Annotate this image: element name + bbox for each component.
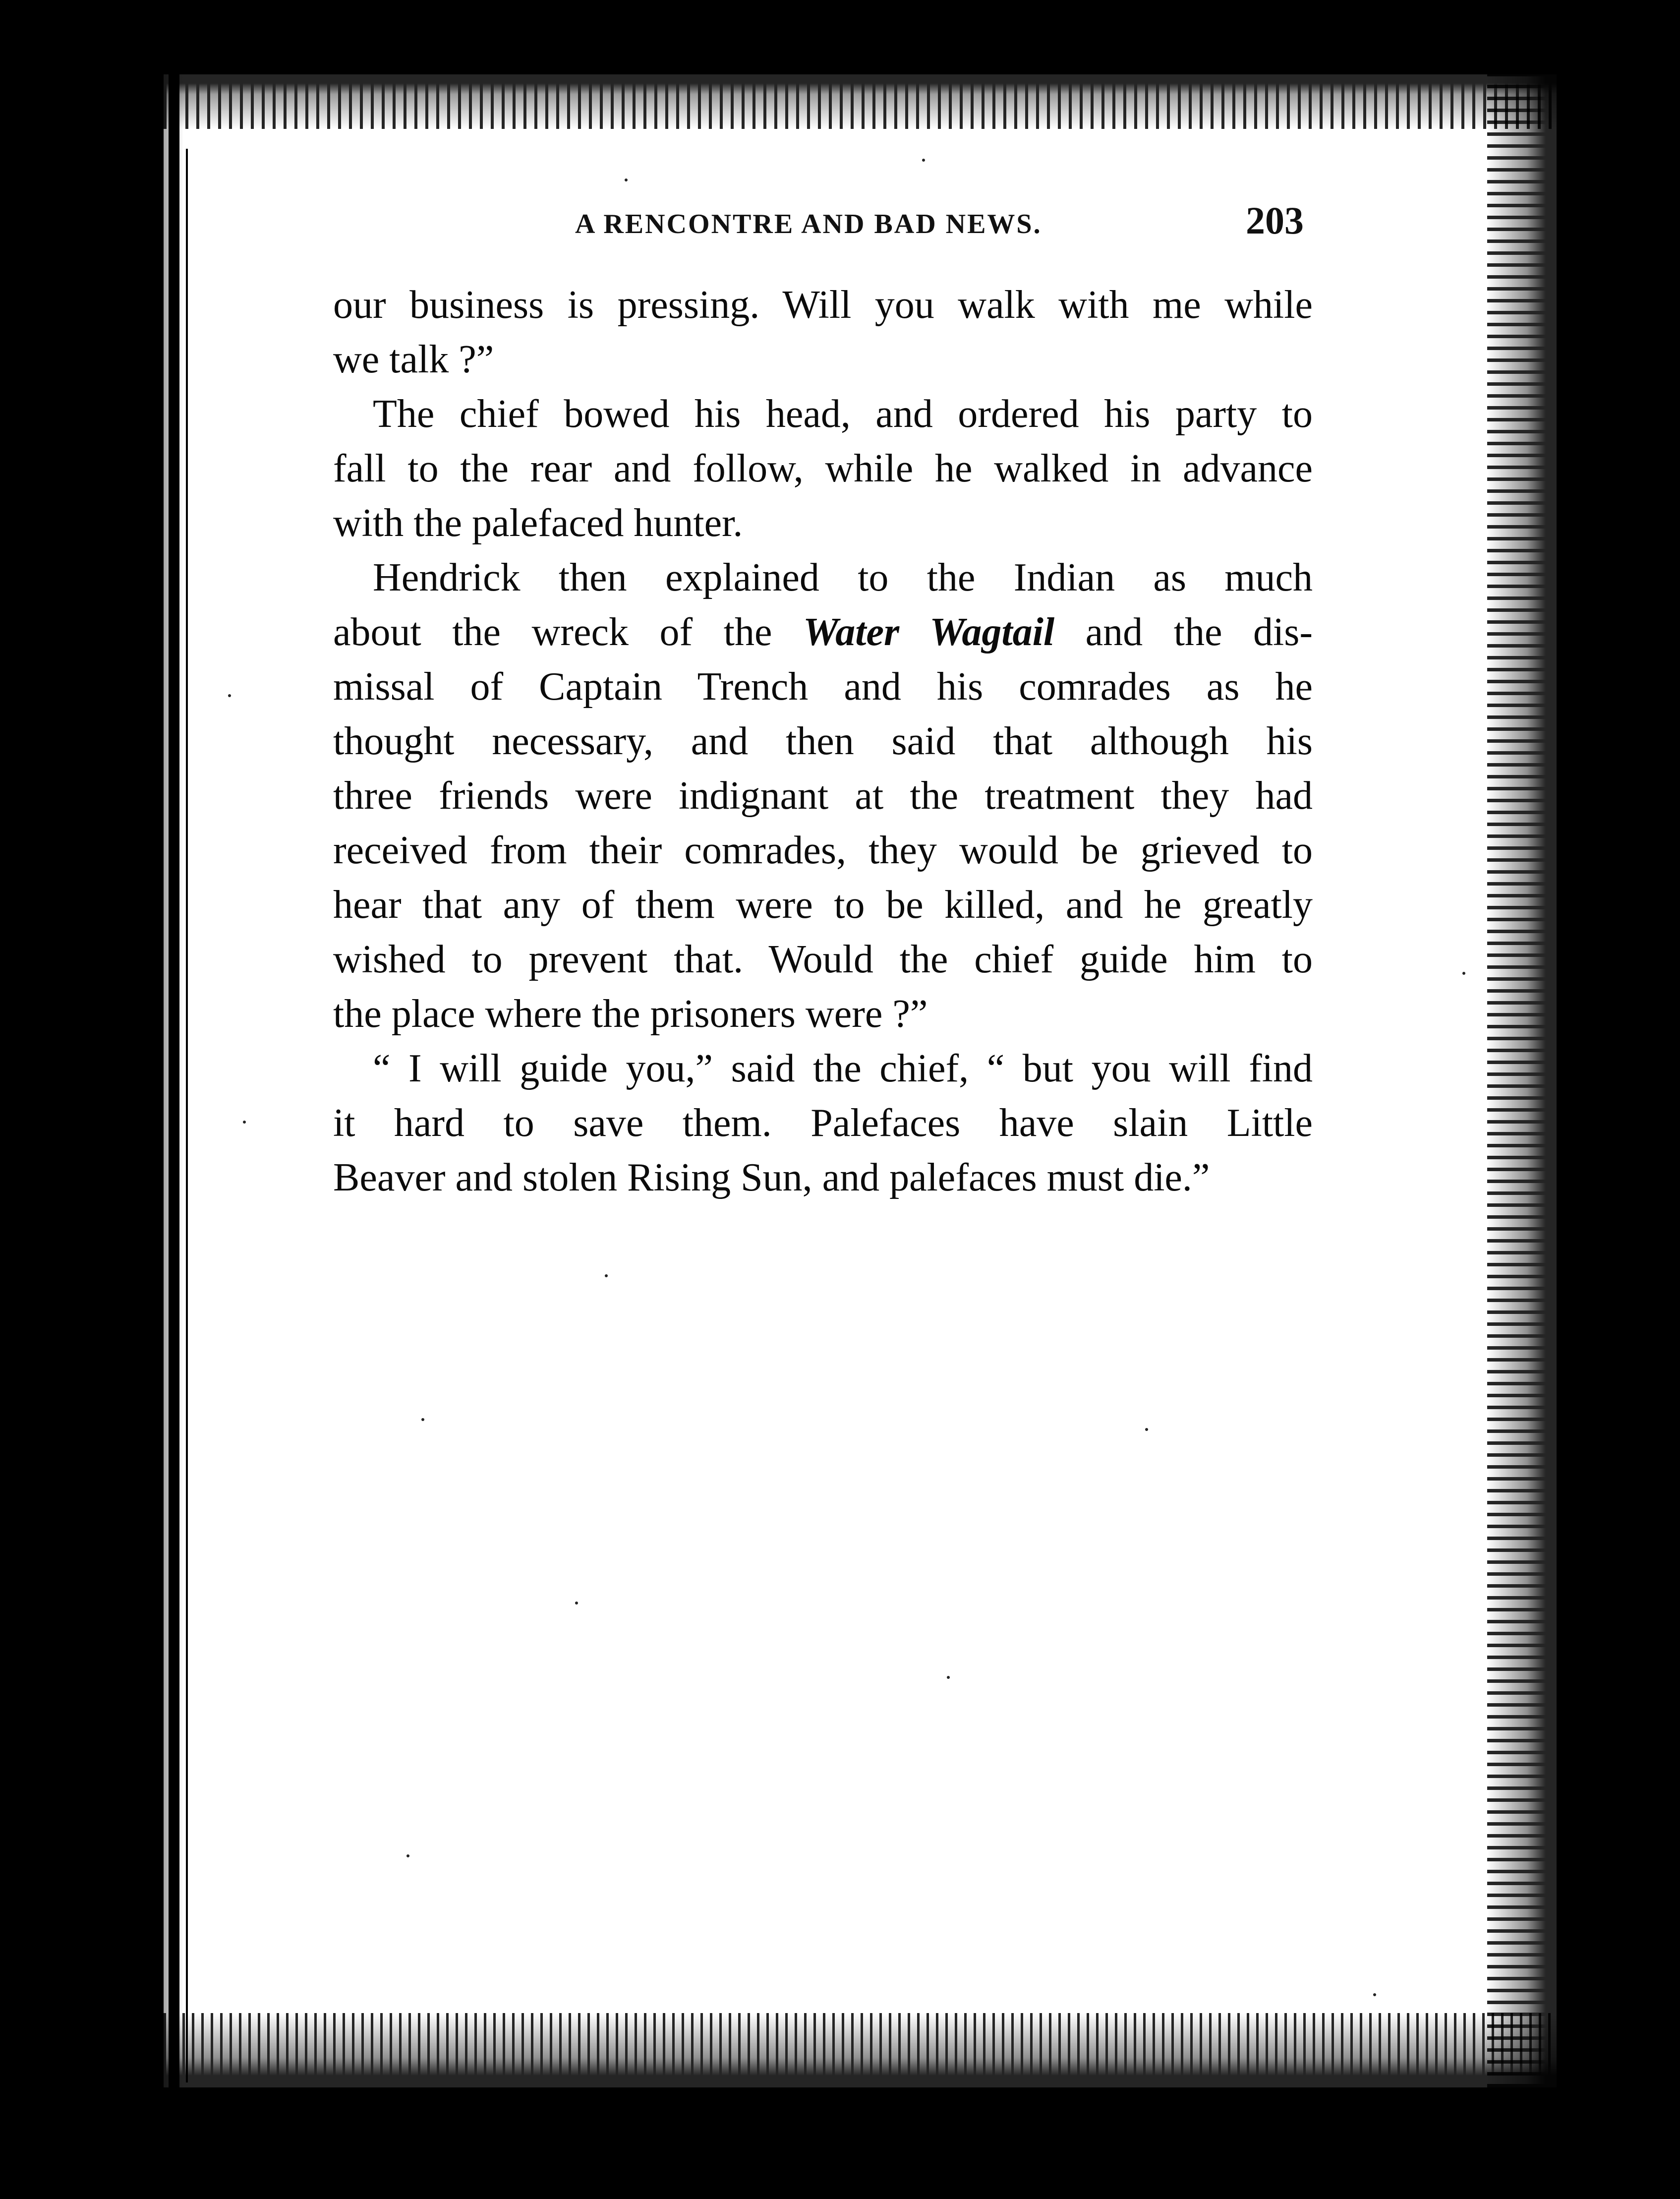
text-line: “ I will guide you,” said the chief, “ but you will find xyxy=(373,1047,1313,1090)
text-line: it hard to save them. Palefaces have slain Little xyxy=(333,1101,1313,1145)
text-line: received from their comrades, they would be grieved to xyxy=(333,829,1313,872)
scan-speck xyxy=(243,1121,246,1124)
scan-speck xyxy=(1145,1428,1148,1431)
text-line: we talk ?” xyxy=(333,338,494,381)
text-line: wished to prevent that. Would the chief guide him to xyxy=(333,938,1313,981)
text-line: with the palefaced hunter. xyxy=(333,501,743,545)
scan-speck xyxy=(1462,972,1465,975)
binding-gutter-shadow xyxy=(186,149,188,2082)
text-line: Hendrick then explained to the Indian as much xyxy=(373,556,1313,599)
ship-name: Water Wagtail xyxy=(803,610,1055,654)
text-line: The chief bowed his head, and ordered his party to xyxy=(373,392,1313,436)
text-line: missal of Captain Trench and his comrades as he xyxy=(333,665,1313,709)
scan-speck xyxy=(228,694,231,697)
scan-speck xyxy=(605,1274,608,1277)
text-line: hear that any of them were to be killed, and he greatly xyxy=(333,883,1313,927)
scan-edge-bottom xyxy=(164,2013,1557,2087)
scan-speck xyxy=(947,1676,950,1679)
scan-edge-right xyxy=(1487,74,1557,2087)
running-title: A RENCONTRE AND BAD NEWS. xyxy=(575,209,1042,239)
text-line: three friends were indignant at the treatment they had xyxy=(333,774,1313,818)
running-head xyxy=(332,198,1304,258)
scan-speck xyxy=(421,1418,424,1421)
scan-speck xyxy=(575,1602,578,1605)
text-line-with-ship-name xyxy=(333,605,1313,659)
body-text xyxy=(333,278,1313,1205)
text-line: our business is pressing. Will you walk with me while xyxy=(333,283,1313,327)
text-fragment: about the wreck of the xyxy=(333,610,772,654)
page-number: 203 xyxy=(1246,199,1304,242)
scan-edge-top xyxy=(164,74,1557,129)
text-line: the place where the prisoners were ?” xyxy=(333,992,928,1036)
scan-speck xyxy=(922,159,925,162)
text-fragment: and the dis- xyxy=(1085,610,1313,654)
text-line: thought necessary, and then said that although his xyxy=(333,719,1313,763)
text-line: Beaver and stolen Rising Sun, and palefaces must die.” xyxy=(333,1156,1210,1199)
scan-speck xyxy=(406,1854,409,1857)
scan-speck xyxy=(1373,1993,1376,1996)
binding-gutter-line xyxy=(169,55,179,2152)
scan-speck xyxy=(625,178,628,181)
text-line: fall to the rear and follow, while he walked in advance xyxy=(333,447,1313,490)
